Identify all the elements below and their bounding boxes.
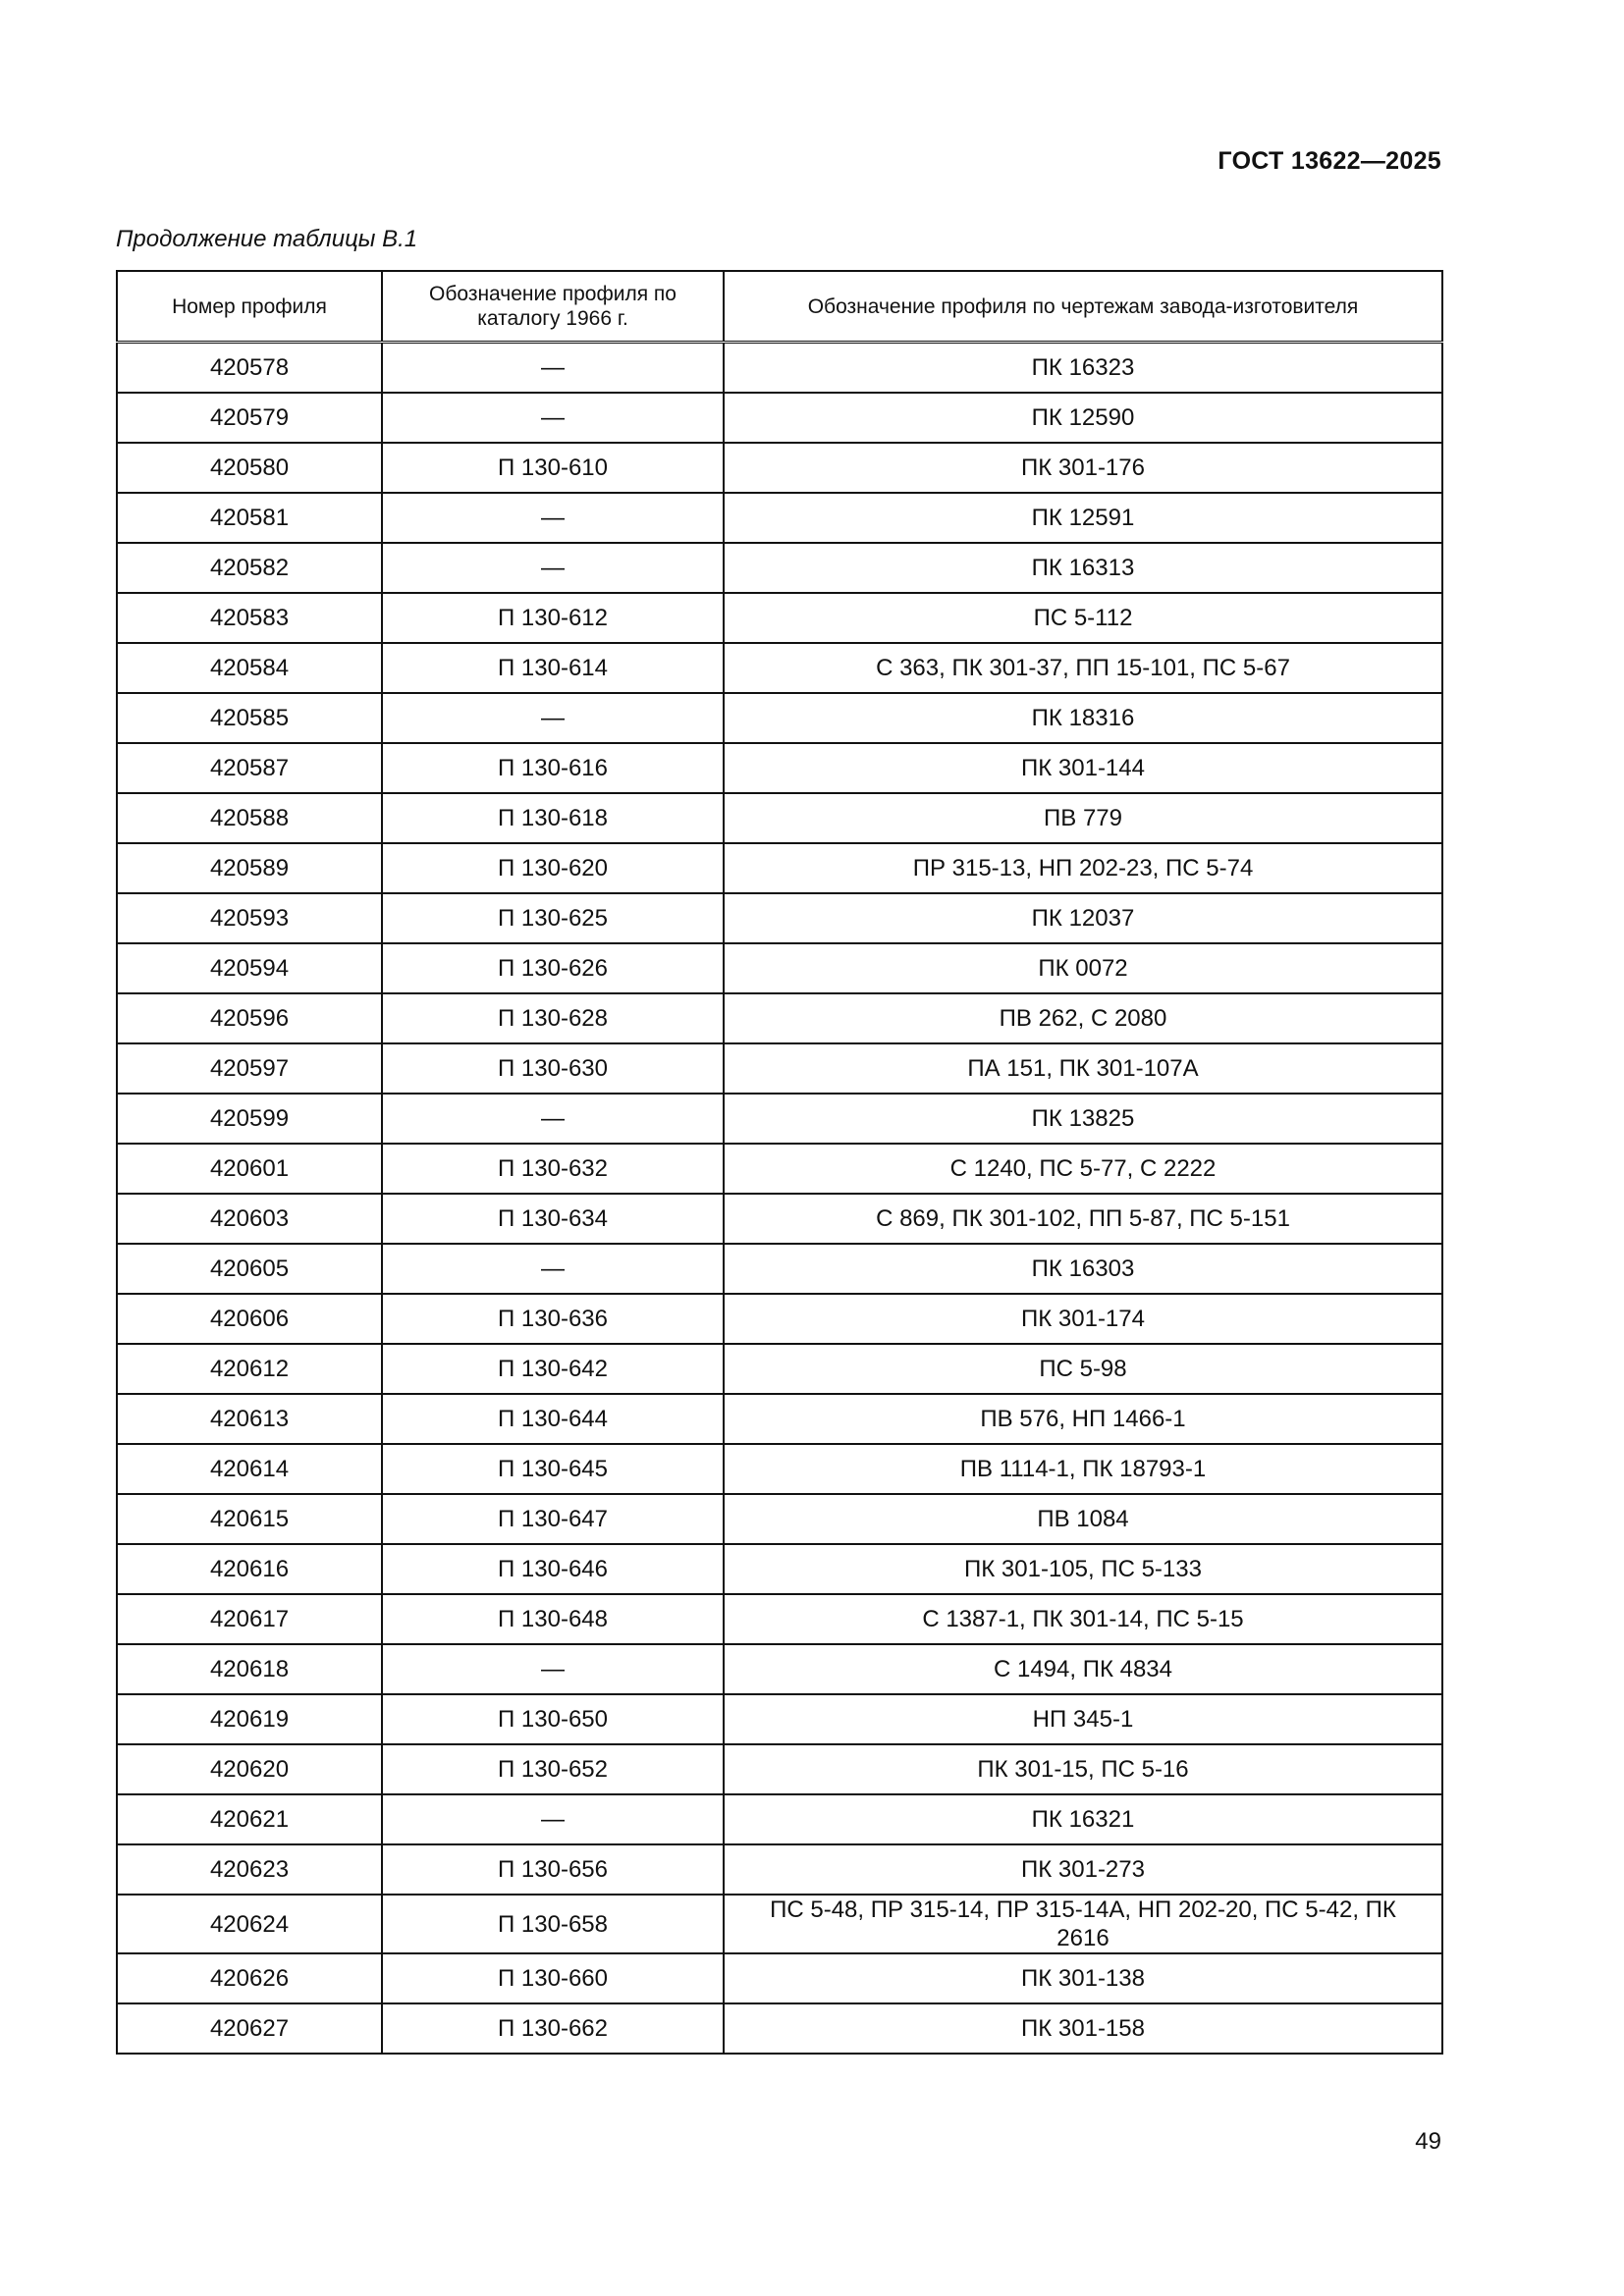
catalog-1966-cell: П 130-636	[382, 1294, 724, 1344]
catalog-1966-cell: —	[382, 393, 724, 443]
profile-number-cell: 420614	[117, 1444, 382, 1494]
table-row	[117, 593, 1442, 643]
table-caption: Продолжение таблицы В.1	[116, 226, 418, 252]
document-standard-header: ГОСТ 13622—2025	[1218, 147, 1441, 175]
catalog-1966-cell: П 130-628	[382, 993, 724, 1043]
profile-number-cell: 420587	[117, 743, 382, 793]
table-row	[117, 693, 1442, 743]
table-row	[117, 1344, 1442, 1394]
factory-drawing-cell: С 363, ПК 301-37, ПП 15-101, ПС 5-67	[724, 643, 1442, 693]
table-row	[117, 843, 1442, 893]
catalog-1966-cell: П 130-646	[382, 1544, 724, 1594]
factory-drawing-cell: ПР 315-13, НП 202-23, ПС 5-74	[724, 843, 1442, 893]
table-header-row	[117, 271, 1442, 343]
table-row	[117, 1744, 1442, 1794]
factory-drawing-cell: ПК 301-144	[724, 743, 1442, 793]
table-row	[117, 793, 1442, 843]
column-header-catalog-1966: Обозначение профиля по каталогу 1966 г.	[382, 271, 724, 343]
table-row	[117, 1953, 1442, 2003]
factory-drawing-cell: ПК 12591	[724, 493, 1442, 543]
factory-drawing-cell: ПК 18316	[724, 693, 1442, 743]
catalog-1966-cell: —	[382, 343, 724, 394]
catalog-1966-cell: П 130-660	[382, 1953, 724, 2003]
profile-number-cell: 420619	[117, 1694, 382, 1744]
factory-drawing-cell: ПВ 1084	[724, 1494, 1442, 1544]
factory-drawing-cell: ПА 151, ПК 301-107А	[724, 1043, 1442, 1094]
catalog-1966-cell: —	[382, 493, 724, 543]
profile-number-cell: 420627	[117, 2003, 382, 2054]
profile-number-cell: 420620	[117, 1744, 382, 1794]
factory-drawing-cell: ПК 16303	[724, 1244, 1442, 1294]
profile-number-cell: 420584	[117, 643, 382, 693]
profile-number-cell: 420601	[117, 1144, 382, 1194]
table-row	[117, 493, 1442, 543]
catalog-1966-cell: П 130-642	[382, 1344, 724, 1394]
factory-drawing-cell: ПК 16323	[724, 343, 1442, 394]
table-row	[117, 1194, 1442, 1244]
catalog-1966-cell: П 130-625	[382, 893, 724, 943]
profile-number-cell: 420582	[117, 543, 382, 593]
factory-drawing-cell: НП 345-1	[724, 1694, 1442, 1744]
table-row	[117, 1043, 1442, 1094]
profile-number-cell: 420615	[117, 1494, 382, 1544]
table-row	[117, 1544, 1442, 1594]
catalog-1966-cell: —	[382, 1794, 724, 1844]
table-row	[117, 1895, 1442, 1953]
page-number: 49	[1415, 2128, 1441, 2155]
profile-number-cell: 420621	[117, 1794, 382, 1844]
table-row	[117, 1694, 1442, 1744]
profile-number-cell: 420603	[117, 1194, 382, 1244]
table-row	[117, 2003, 1442, 2054]
profile-number-cell: 420612	[117, 1344, 382, 1394]
factory-drawing-cell: ПК 16321	[724, 1794, 1442, 1844]
factory-drawing-cell: ПК 301-174	[724, 1294, 1442, 1344]
catalog-1966-cell: —	[382, 693, 724, 743]
catalog-1966-cell: П 130-614	[382, 643, 724, 693]
factory-drawing-cell: ПК 16313	[724, 543, 1442, 593]
catalog-1966-cell: П 130-652	[382, 1744, 724, 1794]
factory-drawing-cell: С 1387-1, ПК 301-14, ПС 5-15	[724, 1594, 1442, 1644]
catalog-1966-cell: П 130-634	[382, 1194, 724, 1244]
catalog-1966-cell: —	[382, 1644, 724, 1694]
factory-drawing-cell: С 869, ПК 301-102, ПП 5-87, ПС 5-151	[724, 1194, 1442, 1244]
table-row	[117, 1444, 1442, 1494]
factory-drawing-cell: ПС 5-112	[724, 593, 1442, 643]
catalog-1966-cell: П 130-632	[382, 1144, 724, 1194]
table-row	[117, 1644, 1442, 1694]
catalog-1966-cell: П 130-656	[382, 1844, 724, 1895]
table-row	[117, 993, 1442, 1043]
profile-number-cell: 420616	[117, 1544, 382, 1594]
profile-number-cell: 420588	[117, 793, 382, 843]
factory-drawing-cell: ПК 301-138	[724, 1953, 1442, 2003]
catalog-1966-cell: —	[382, 1094, 724, 1144]
factory-drawing-cell: ПС 5-98	[724, 1344, 1442, 1394]
profile-number-cell: 420596	[117, 993, 382, 1043]
factory-drawing-cell: ПК 301-15, ПС 5-16	[724, 1744, 1442, 1794]
profile-number-cell: 420597	[117, 1043, 382, 1094]
profile-number-cell: 420617	[117, 1594, 382, 1644]
profile-number-cell: 420589	[117, 843, 382, 893]
table-row	[117, 893, 1442, 943]
catalog-1966-cell: П 130-618	[382, 793, 724, 843]
table-row	[117, 1594, 1442, 1644]
table-row	[117, 393, 1442, 443]
catalog-1966-cell: —	[382, 1244, 724, 1294]
catalog-1966-cell: П 130-616	[382, 743, 724, 793]
factory-drawing-cell: ПК 301-105, ПС 5-133	[724, 1544, 1442, 1594]
table-row	[117, 943, 1442, 993]
catalog-1966-cell: П 130-610	[382, 443, 724, 493]
profiles-table	[116, 270, 1443, 2055]
factory-drawing-cell: ПК 12037	[724, 893, 1442, 943]
factory-drawing-cell: ПВ 1114-1, ПК 18793-1	[724, 1444, 1442, 1494]
profile-number-cell: 420605	[117, 1244, 382, 1294]
factory-drawing-cell: С 1240, ПС 5-77, С 2222	[724, 1144, 1442, 1194]
catalog-1966-cell: П 130-662	[382, 2003, 724, 2054]
factory-drawing-cell: ПС 5-48, ПР 315-14, ПР 315-14А, НП 202-20, ПС 5-42, ПК 2616	[724, 1895, 1442, 1953]
table-row	[117, 1144, 1442, 1194]
profile-number-cell: 420583	[117, 593, 382, 643]
catalog-1966-cell: П 130-630	[382, 1043, 724, 1094]
profile-number-cell: 420581	[117, 493, 382, 543]
table-row	[117, 1244, 1442, 1294]
column-header-profile-number: Номер профиля	[117, 271, 382, 343]
profile-number-cell: 420585	[117, 693, 382, 743]
catalog-1966-cell: П 130-658	[382, 1895, 724, 1953]
profile-number-cell: 420624	[117, 1895, 382, 1953]
catalog-1966-cell: П 130-650	[382, 1694, 724, 1744]
profiles-table-container	[116, 270, 1441, 2055]
catalog-1966-cell: П 130-626	[382, 943, 724, 993]
table-row	[117, 1844, 1442, 1895]
table-row	[117, 543, 1442, 593]
catalog-1966-cell: П 130-644	[382, 1394, 724, 1444]
profile-number-cell: 420623	[117, 1844, 382, 1895]
factory-drawing-cell: ПК 301-273	[724, 1844, 1442, 1895]
catalog-1966-cell: П 130-620	[382, 843, 724, 893]
table-row	[117, 443, 1442, 493]
profile-number-cell: 420593	[117, 893, 382, 943]
profile-number-cell: 420599	[117, 1094, 382, 1144]
factory-drawing-cell: ПК 301-158	[724, 2003, 1442, 2054]
factory-drawing-cell: ПВ 576, НП 1466-1	[724, 1394, 1442, 1444]
profile-number-cell: 420618	[117, 1644, 382, 1694]
table-row	[117, 1494, 1442, 1544]
profile-number-cell: 420606	[117, 1294, 382, 1344]
factory-drawing-cell: ПК 12590	[724, 393, 1442, 443]
catalog-1966-cell: —	[382, 543, 724, 593]
catalog-1966-cell: П 130-647	[382, 1494, 724, 1544]
table-row	[117, 1394, 1442, 1444]
column-header-factory-drawings: Обозначение профиля по чертежам завода-изготовителя	[724, 271, 1442, 343]
table-row	[117, 1794, 1442, 1844]
table-row	[117, 1294, 1442, 1344]
catalog-1966-cell: П 130-612	[382, 593, 724, 643]
factory-drawing-cell: ПК 0072	[724, 943, 1442, 993]
catalog-1966-cell: П 130-645	[382, 1444, 724, 1494]
factory-drawing-cell: С 1494, ПК 4834	[724, 1644, 1442, 1694]
profile-number-cell: 420594	[117, 943, 382, 993]
table-head	[117, 271, 1442, 343]
table-row	[117, 343, 1442, 394]
factory-drawing-cell: ПК 13825	[724, 1094, 1442, 1144]
table-row	[117, 1094, 1442, 1144]
table-row	[117, 643, 1442, 693]
profile-number-cell: 420613	[117, 1394, 382, 1444]
catalog-1966-cell: П 130-648	[382, 1594, 724, 1644]
profile-number-cell: 420626	[117, 1953, 382, 2003]
profile-number-cell: 420579	[117, 393, 382, 443]
factory-drawing-cell: ПК 301-176	[724, 443, 1442, 493]
profile-number-cell: 420578	[117, 343, 382, 394]
factory-drawing-cell: ПВ 262, С 2080	[724, 993, 1442, 1043]
table-row	[117, 743, 1442, 793]
profile-number-cell: 420580	[117, 443, 382, 493]
factory-drawing-cell: ПВ 779	[724, 793, 1442, 843]
table-body	[117, 343, 1442, 2055]
